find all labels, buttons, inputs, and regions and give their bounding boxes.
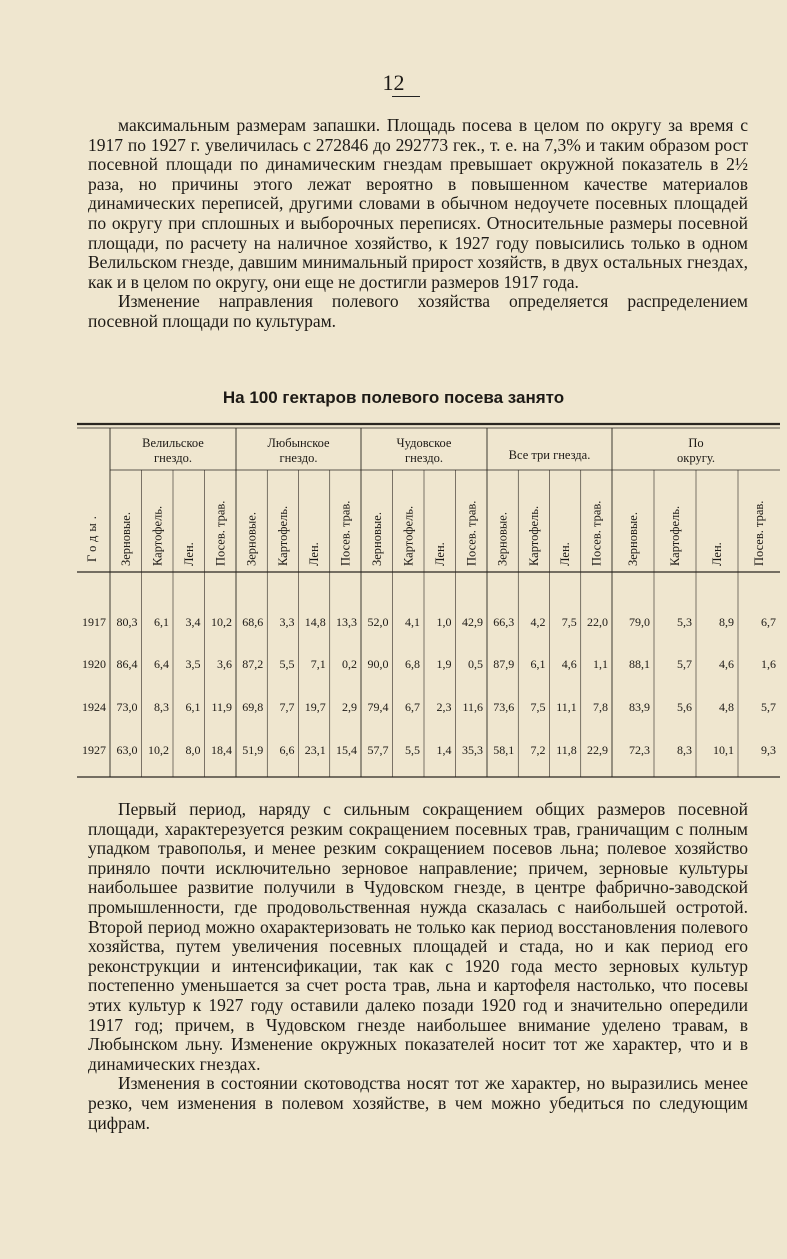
table-cell: 0,5	[468, 657, 483, 671]
table-cell: 4,6	[561, 657, 577, 671]
table-cell: 73,0	[116, 700, 138, 714]
table-cell: 14,8	[304, 615, 326, 629]
table-cell: 4,1	[405, 615, 420, 629]
column-header: Зерновые.	[369, 512, 384, 566]
paragraph: Изменения в состоянии скотоводства носят тот же характер, но выразились менее резко, чем изменения в полевом хозяйстве, в чем можно убедиться по следующим цифрам.	[88, 1073, 748, 1133]
table-cell: 6,7	[405, 700, 420, 714]
table-cell: 3,3	[279, 615, 295, 629]
group-header-line2: гнездо.	[405, 451, 443, 465]
table-cell: 63,0	[116, 743, 138, 757]
table-cell: 72,3	[629, 743, 650, 757]
table-title: На 100 гектаров полевого посева занято	[222, 388, 565, 407]
column-header: Картофель.	[526, 505, 541, 566]
table-cell: 6,4	[154, 657, 169, 671]
table-cell: 83,9	[629, 700, 650, 714]
text-block-bottom	[88, 800, 748, 1133]
table-cell: 79,0	[629, 615, 650, 629]
column-header: Картофель.	[401, 505, 416, 566]
column-header: Зерновые.	[118, 512, 133, 566]
table-cell: 87,2	[242, 657, 264, 671]
page-number: 12	[382, 70, 405, 95]
table-cell: 6,1	[530, 657, 546, 671]
table-cell: 8,0	[185, 743, 201, 757]
paragraph: максимальным размерам запашки. Площадь посева в целом по округу за время с 1917 по 1927 г. увеличилась с 272846 до 292773 гек., т. е. на 7,3% и таким образом рост посевной площади по динамическим гнездам превышает окружной показатель в 2½ раза, но причины этого лежат вероятно в повышенном качестве материалов динамических переписей, другими словами в обычном недоучете посевных площадей по округу при сплошных и выборочных переписях. Относительные размеры посевной площади, по расчету на наличное хозяйство, к 1927 году повысились только в одном Велильском гнезде, давшим минимальный прирост хозяйств, в двух остальных гнездах, как и в целом по округу, они еще не достигли размеров 1917 года.	[88, 115, 748, 292]
column-header: Посев. трав.	[589, 500, 604, 566]
column-header: Картофель.	[668, 505, 682, 566]
column-header: Картофель.	[150, 505, 165, 566]
table-cell: 10,2	[148, 743, 169, 757]
table-cell: 2,3	[436, 700, 452, 714]
table-cell: 8,3	[154, 700, 169, 714]
column-header: Зерновые.	[495, 512, 510, 566]
column-header: Лен.	[307, 542, 322, 566]
column-header: Посев. трав.	[464, 500, 479, 566]
table-cell: 1,1	[593, 657, 608, 671]
table-cell: 0,2	[342, 657, 357, 671]
table-cell: 52,0	[367, 615, 389, 629]
table-cell: 6,6	[279, 743, 295, 757]
column-header: Лен.	[558, 542, 573, 566]
table-cell: 6,8	[405, 657, 420, 671]
table-cell: 7,8	[593, 700, 608, 714]
table-cell: 79,4	[367, 700, 389, 714]
column-header: Зерновые.	[244, 512, 259, 566]
column-header: Картофель.	[275, 505, 290, 566]
column-header: Посев. трав.	[338, 500, 353, 566]
table-cell: 11,1	[556, 700, 577, 714]
table-cell: 13,3	[336, 615, 357, 629]
column-header: Лен.	[432, 542, 447, 566]
column-header: Зерновые.	[626, 512, 640, 566]
table-cell: 15,4	[336, 743, 357, 757]
table-cell: 8,3	[677, 743, 692, 757]
table-cell: 1,4	[436, 743, 452, 757]
table-cell: 58,1	[493, 743, 515, 757]
table-cell: 3,5	[185, 657, 201, 671]
row-year: 1927	[82, 743, 106, 757]
column-header: Посев. трав.	[213, 500, 228, 566]
table-cell: 7,2	[530, 743, 546, 757]
table-cell: 7,7	[279, 700, 295, 714]
table-cell: 22,9	[587, 743, 608, 757]
table-cell: 5,3	[677, 615, 692, 629]
table-cell: 5,5	[279, 657, 295, 671]
row-year: 1924	[82, 700, 106, 714]
table-cell: 11,8	[556, 743, 577, 757]
table-cell: 1,6	[761, 657, 776, 671]
column-header: Лен.	[181, 542, 196, 566]
column-header: Лен.	[710, 542, 724, 566]
group-header: По	[688, 436, 704, 450]
table-cell: 86,4	[116, 657, 138, 671]
table-cell: 5,7	[761, 700, 776, 714]
table-cell: 69,8	[242, 700, 264, 714]
table-cell: 10,2	[211, 615, 232, 629]
table-cell: 5,7	[677, 657, 692, 671]
group-header: Все три гнезда.	[508, 448, 591, 462]
table-cell: 11,9	[211, 700, 232, 714]
table-cell: 22,0	[587, 615, 608, 629]
table-cell: 57,7	[367, 743, 389, 757]
table-cell: 7,5	[561, 615, 577, 629]
row-year: 1920	[82, 657, 106, 671]
group-header: Велильское	[142, 436, 204, 450]
group-header: Любынское	[267, 436, 330, 450]
paragraph: Изменение направления полевого хозяйства определяется распределением посевной площади по культурам.	[88, 291, 748, 331]
table-cell: 42,9	[462, 615, 483, 629]
table-cell: 11,6	[462, 700, 483, 714]
table-cell: 23,1	[304, 743, 326, 757]
table-cell: 6,7	[761, 615, 776, 629]
table-cell: 4,6	[719, 657, 734, 671]
group-header-line2: округу.	[677, 451, 715, 465]
table-cell: 5,6	[677, 700, 692, 714]
table-cell: 51,9	[242, 743, 264, 757]
column-header: Посев. трав.	[752, 500, 766, 566]
table-cell: 4,2	[530, 615, 546, 629]
group-header: Чудовское	[396, 436, 452, 450]
table-cell: 10,1	[713, 743, 734, 757]
table-cell: 88,1	[629, 657, 650, 671]
table-cell: 19,7	[304, 700, 326, 714]
table-cell: 9,3	[761, 743, 776, 757]
table-cell: 1,0	[436, 615, 452, 629]
paragraph: Первый период, наряду с сильным сокращением общих размеров посевной площади, характерезуется резким сокращением посевных трав, граничащим с полным упадком травополья, и менее резким сокращением посевов льна; полевое хозяйство приняло почти исключительно зерновое направление; причем, зерновые культуры наибольшее развитие получили в Чудовском гнезде, в центре фабрично-заводской промышленности, где продовольственная нужда сказалась с наибольшей остротой. Второй период можно охарактеризовать не только как период восстановления полевого хозяйства, путем увеличения посевных площадей и стада, но и как период его реконструкции и интенсификации, так как с 1920 года место зерновых культур постепенно уменьшается за счет роста трав, льна и картофеля настолько, что посевы этих культур к 1927 году оставили далеко позади 1920 год и значительно опередили 1917 год; причем, в Чудовском гнезде наибольшее внимание уделено травам, в Любынском льну. Изменение окружных показателей носит тот же характер, что и в динамических гнездах.	[88, 799, 748, 1074]
table-cell: 1,9	[436, 657, 452, 671]
table-cell: 3,4	[185, 615, 201, 629]
table-cell: 66,3	[493, 615, 515, 629]
table-cell: 7,5	[530, 700, 546, 714]
table-cell: 8,9	[719, 615, 734, 629]
group-header-line2: гнездо.	[279, 451, 318, 465]
table-cell: 7,1	[310, 657, 326, 671]
table-cell: 6,1	[154, 615, 169, 629]
row-year: 1917	[82, 615, 106, 629]
table-cell: 4,8	[719, 700, 734, 714]
group-header-line2: гнездо.	[154, 451, 192, 465]
table-cell: 87,9	[493, 657, 515, 671]
table-cell: 80,3	[116, 615, 138, 629]
year-column-header: Годы.	[85, 512, 99, 562]
table-cell: 5,5	[405, 743, 420, 757]
table-cell: 90,0	[367, 657, 389, 671]
table-cell: 6,1	[185, 700, 201, 714]
table-cell: 2,9	[342, 700, 357, 714]
table-cell: 3,6	[217, 657, 232, 671]
table-cell: 18,4	[211, 743, 232, 757]
table-cell: 68,6	[242, 615, 264, 629]
table-cell: 35,3	[462, 743, 483, 757]
table-cell: 73,6	[493, 700, 515, 714]
